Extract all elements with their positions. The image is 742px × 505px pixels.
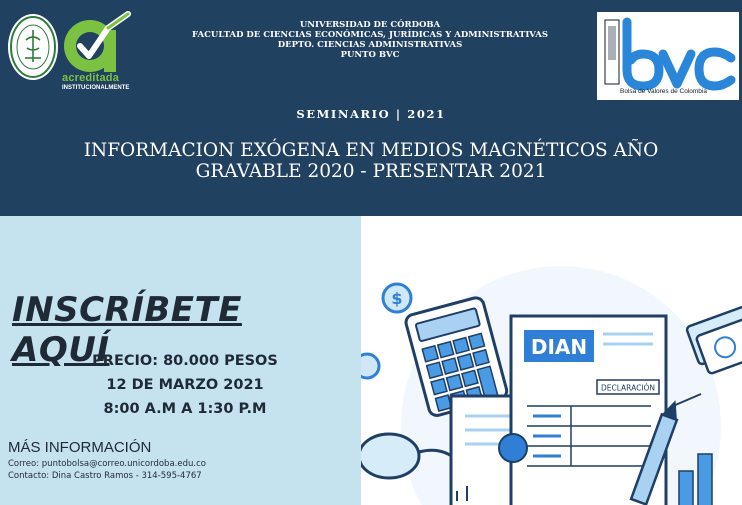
illustration-panel [361, 216, 742, 505]
phone-contact: Contacto: Dina Castro Ramos - 314-595-4767 [8, 471, 202, 481]
institution-header [140, 20, 600, 60]
registration-panel [0, 216, 361, 505]
event-details [40, 349, 330, 421]
header-banner [0, 0, 742, 216]
accreditation-subtitle: INSTITUCIONALMENTE [62, 85, 130, 91]
university-name: UNIVERSIDAD DE CÓRDOBA [299, 20, 441, 30]
coin-small-icon [361, 354, 379, 378]
accreditation-word: acreditada [62, 72, 120, 84]
seminar-title [20, 140, 722, 182]
seminar-label: SEMINARIO | 2021 [296, 107, 446, 121]
faculty-name: FACULTAD DE CIENCIAS ECONÓMICAS, JURÍDICAS Y ADMINISTRATIVAS [192, 30, 548, 40]
dian-label: DIAN [530, 335, 588, 359]
price-text: PRECIO: 80.000 PESOS [92, 353, 278, 369]
more-info-heading: MÁS INFORMACIÓN [8, 439, 152, 456]
time-text: 8:00 A.M A 1:30 P.M [103, 401, 267, 417]
tax-documents-illustration [361, 216, 742, 505]
department-name: DEPTO. CIENCIAS ADMINISTRATIVAS [277, 40, 463, 50]
date-text: 12 DE MARZO 2021 [106, 377, 264, 393]
register-link[interactable]: INSCRÍBETE AQUÍ [12, 290, 242, 370]
university-seal-icon [6, 12, 60, 82]
coin-symbol: $ [391, 289, 403, 308]
title-line-1: INFORMACION EXÓGENA EN MEDIOS MAGNÉTICOS AÑO [83, 140, 659, 161]
email-contact[interactable]: Correo: puntobolsa@correo.unicordoba.edu.co [8, 459, 206, 469]
coin-icon [383, 284, 411, 312]
title-line-2: GRAVABLE 2020 - PRESENTAR 2021 [195, 161, 547, 182]
bvc-caption: Bolsa de Valores de Colombia [620, 88, 707, 95]
declaration-label: DECLARACIÓN [600, 383, 656, 393]
bvc-logo-icon [597, 12, 739, 100]
unit-name: PUNTO BVC [340, 50, 400, 60]
